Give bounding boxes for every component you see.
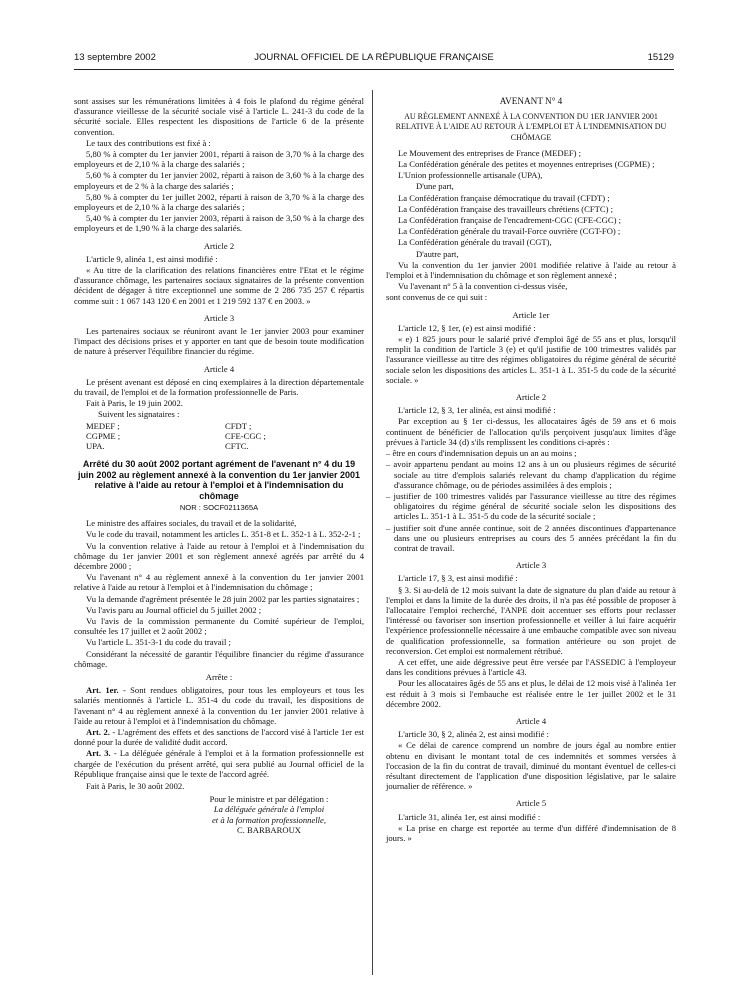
arrete-heading: Arrête : [205,671,233,682]
article-heading: Article 3 [203,312,235,323]
article-heading: Article 4 [203,363,235,374]
party: La Confédération générale du travail-Force ouvrière (CGT-FO) ; [398,226,621,237]
vu-item: Vu l'avis paru au Journal officiel du 5 juillet 2002 ; [86,604,262,615]
party: La Confédération française de l'encadrement-CGC (CFE-CGC) ; [398,215,622,226]
condition-item: – justifier soit d'une année continue, soit de 2 années discontinues d'appartenance dans une ou plusieurs entreprises au cours des 5 années précédant la fin du contrat de travail. [386,522,676,553]
paragraph: Par exception au § 1er ci-dessus, les allocataires âgés de 59 ans et 6 mois continuent de bénéficier de l'allocation qu'ils perçoivent jusqu'aux limites d'âge prévues à l'article 34 (d) s'ils remplissent les conditions ci-après : [386,416,676,447]
article-label: Art. 1er. [86,685,119,696]
vu-item: Vu la convention relative à l'aide au retour à l'emploi et à l'indemnisation du chômage du 1er janvier 2001 et son règlement annexé agréés par arrêté du 4 décembre 2000 ; [74,540,364,571]
vu-item: Considérant la nécessité de garantir l'équilibre financier du régime d'assurance chômage. [74,648,364,669]
nor-reference: NOR : SOCF0211365A [179,502,259,512]
paragraph: sont assises sur les rémunérations limitées à 4 fois le plafond du régime général d'assurance vieillesse de la sécurité sociale visé à l'article L. 241-3 du code de la sécurité sociale. Elles respectent les dispositions de l'article 6 de la présente convention. [74,96,364,137]
signatory: CFE-CGC ; [225,430,266,441]
paragraph: Le taux des contributions est fixé à : [86,137,211,148]
signature-line: et à la formation professionnelle, [211,814,327,825]
article-heading: Article 1er [512,309,550,320]
article-label: Art. 2. [86,726,110,737]
decree-article [74,727,364,747]
paragraph: Les partenaires sociaux se réuniront avant le 1er janvier 2003 pour examiner l'impact des décisions prises et y apporter en tant que de besoin toute modification de nature à préserver l'équilibre financier du régime. [74,326,364,357]
paragraph: Pour les allocataires âgés de 55 ans et plus, le délai de 12 mois visé à l'alinéa 1er est réduit à 3 mois si l'embauche est réalisée entre le 1er juillet 2002 et le 31 décembre 2002. [386,678,676,709]
paragraph: § 3. Si au-delà de 12 mois suivant la date de signature du plan d'aide au retour à l'emploi et dans la limite de la durée des droits, il n'a pas été possible de proposer à l'allocataire l'emploi recherché, l'ANPE doit accentuer ses efforts pour reclasser l'intéressé ou favoriser son insertion professionnelle et veiller à lui faire acquérir l'expérience professionnelle nécessaire à une embauche compatible avec son niveau de qualification professionnelle, sa formation antérieure ou son projet de reconversion. Cet emploi est normalement rétribué. [386,584,676,656]
paragraph: « La prise en charge est reportée au terme d'un différé d'indemnisation de 8 jours. » [386,822,676,843]
journal-title: JOURNAL OFFICIEL DE LA RÉPUBLIQUE FRANÇAISE [254,52,494,63]
article-heading: Article 2 [515,392,547,403]
party-separator: D'une part, [416,181,454,192]
condition-item: – être en cours d'indemnisation depuis un an au moins ; [386,448,577,459]
party: La Confédération française des travailleurs chrétiens (CFTC) ; [398,203,614,214]
article-text: - La déléguée générale à l'emploi et à la formation professionnelle est chargée de l'exécution du présent arrêté, qui sera publié au Journal officiel de la République française ainsi que le texte de l'accord agréé. [74,748,365,779]
signature-line: Pour le ministre et par délégation : [209,794,329,805]
paragraph: « e) 1 825 jours pour le salarié privé d'emploi âgé de 55 ans et plus, lorsqu'il remplit la condition de l'article 3 (e) et qu'il justifie de 100 trimestres validés par l'assurance vieillesse au titre des régimes obligatoires du régime général de sécurité sociale selon les dispositions des articles L. 351-1 à L. 351-5 du code de la sécurité sociale. » [386,334,676,385]
decree-title: Arrêté du 30 août 2002 portant agrément de l'avenant n° 4 du 19 juin 2002 au règlement annexé à la convention du 1er janvier 2001 relative à l'aide au retour à l'emploi et à l'indemnisation du chômage [77,459,361,501]
article-heading: Article 4 [515,715,547,726]
page-number: 15129 [647,52,674,63]
article-text: - L'agrément des effets et des sanctions de l'accord visé à l'article 1er est donné pour la durée de validité dudit accord. [74,726,364,748]
signature-line: La déléguée générale à l'emploi [213,804,325,815]
vu-item: Vu le code du travail, notamment les articles L. 351-8 et L. 352-1 à L. 352-2-1 ; [86,529,361,540]
paragraph: Vu la convention du 1er janvier 2001 modifiée relative à l'aide au retour à l'emploi et à l'indemnisation du chômage et son règlement annexé ; [386,259,676,281]
signatory-row [74,441,364,451]
paragraph: « Au titre de la clarification des relations financières entre l'Etat et le régime d'assurance chômage, les partenaires sociaux signataires de la présente convention décident de dégager à titre exceptionnel une somme de 2 286 735 257 € répartis comme suit : 1 067 143 120 € en 2001 et 1 219 592 137 € en 2003. » [74,265,364,306]
paragraph: Le présent avenant est déposé en cinq exemplaires à la direction départementale du travail, de l'emploi et de la formation professionnelle de Paris. [74,376,364,398]
signatory-row [74,431,364,441]
party: La Confédération française démocratique du travail (CFDT) ; [398,192,610,203]
paragraph: A cet effet, une aide dégressive peut être versée par l'ASSEDIC à l'employeur dans les conditions prévues à l'article 43. [386,656,676,678]
article-heading: Article 3 [515,560,547,571]
decree-article [74,685,364,726]
vu-item: Vu la demande d'agrément présentée le 28 juin 2002 par les parties signataires ; [86,593,360,604]
vu-item: Vu l'article L. 351-3-1 du code du travail ; [86,637,231,648]
signatory: MEDEF ; [86,420,120,431]
paragraph: L'article 30, § 2, alinéa 2, est ainsi modifié : [398,729,549,740]
rate-item: 5,60 % à compter du 1er janvier 2002, réparti à raison de 3,60 % à la charge des employeurs et de 2 % à la charge des salariés ; [74,170,364,191]
vu-item: Vu l'avis de la commission permanente du Comité supérieur de l'emploi, consultée les 17 juillet et 2 août 2002 ; [74,615,364,637]
party: Le Mouvement des entreprises de France (MEDEF) ; [398,147,582,158]
rate-item: 5,80 % à compter du 1er janvier 2001, réparti à raison de 3,70 % à la charge des employeurs et de 2,10 % à la charge des salariés ; [74,149,364,170]
party-separator: D'autre part, [416,248,459,259]
rate-item: 5,80 % à compter du 1er juillet 2002, réparti à raison de 3,70 % à la charge des employeurs et de 2,10 % à la charge des salariés ; [74,191,364,213]
paragraph: Fait à Paris, le 30 août 2002. [86,781,185,791]
signatory: CFDT ; [225,420,252,431]
article-text: - Sont rendues obligatoires, pour tous les employeurs et tous les salariés mentionnés à l'article L. 351-4 du code du travail, les dispositions de l'avenant n° 4 au règlement annexé à la convention du 1er janvier 2001 relative à l'aide au retour à l'emploi et à l'indemnisation du chômage. [74,685,364,726]
paragraph: Suivent les signataires : [98,409,180,420]
article-heading: Article 2 [203,240,235,251]
right-column [386,96,676,844]
article-heading: Article 5 [515,798,547,809]
signatory-row [74,421,364,431]
paragraph: L'article 12, § 1er, (e) est ainsi modifié : [398,322,536,333]
header-date: 13 septembre 2002 [74,52,156,63]
paragraph: L'article 12, § 3, 1er alinéa, est ainsi modifié : [398,405,556,416]
paragraph: Le ministre des affaires sociales, du travail et de la solidarité, [86,518,297,529]
signatory: UPA. [86,441,105,452]
signature-name: C. BARBAROUX [237,824,301,835]
party: La Confédération générale des petites et moyennes entreprises (CGPME) ; [398,159,655,170]
avenant-subtitle: AU RÈGLEMENT ANNEXÉ À LA CONVENTION DU 1ER JANVIER 2001 RELATIVE À L'AIDE AU RETOUR À L'EMPLOI ET À L'INDEMNISATION DU CHÔMAGE [395,112,667,142]
rate-item: 5,40 % à compter du 1er janvier 2003, réparti à raison de 3,50 % à la charge des employeurs et de 1,90 % à la charge des salariés. [74,213,364,234]
signatory: CGPME ; [86,430,121,441]
paragraph: L'article 31, alinéa 1er, est ainsi modifié : [398,811,541,822]
column-divider [372,90,373,975]
paragraph: Vu l'avenant n° 5 à la convention ci-dessus visée, [398,281,568,292]
paragraph: Fait à Paris, le 19 juin 2002. [86,398,183,409]
signatory: CFTC. [225,441,249,452]
paragraph: « Ce délai de carence comprend un nombre de jours égal au nombre entier obtenu en divisant le montant total de ces indemnités et sommes versées à l'occasion de la fin du contrat de travail, diminué du montant éventuel de celles-ci résultant directement de l'application d'une disposition législative, par le salaire journalier de référence. » [386,740,676,792]
header-rule [74,69,674,70]
vu-item: Vu l'avenant n° 4 au règlement annexé à la convention du 1er janvier 2001 relative à l'aide au retour à l'emploi et à l'indemnisation du chômage ; [74,572,364,593]
decree-article [74,748,364,779]
party: La Confédération générale du travail (CGT), [398,237,552,248]
condition-item: – justifier de 100 trimestres validés par l'assurance vieillesse au titre des régimes obligatoires du régime général de sécurité sociale selon les dispositions des articles L. 351-1 à L. 351-5 du code de la sécurité sociale ; [386,490,676,522]
paragraph: L'article 17, § 3, est ainsi modifié : [398,573,518,584]
article-label: Art. 3. [86,748,111,759]
avenant-title: AVENANT N° 4 [499,96,563,106]
left-column [74,96,364,835]
party: L'Union professionnelle artisanale (UPA), [398,170,543,181]
paragraph: sont convenus de ce qui suit : [386,292,488,303]
paragraph: L'article 9, alinéa 1, est ainsi modifié : [86,253,218,264]
condition-item: – avoir appartenu pendant au moins 12 ans à un ou plusieurs régimes de sécurité sociale au titre d'emplois salariés relevant du champ d'application du régime d'assurance chômage, ou de périodes assimilées à des emplois ; [386,459,676,490]
page-header [74,52,674,68]
